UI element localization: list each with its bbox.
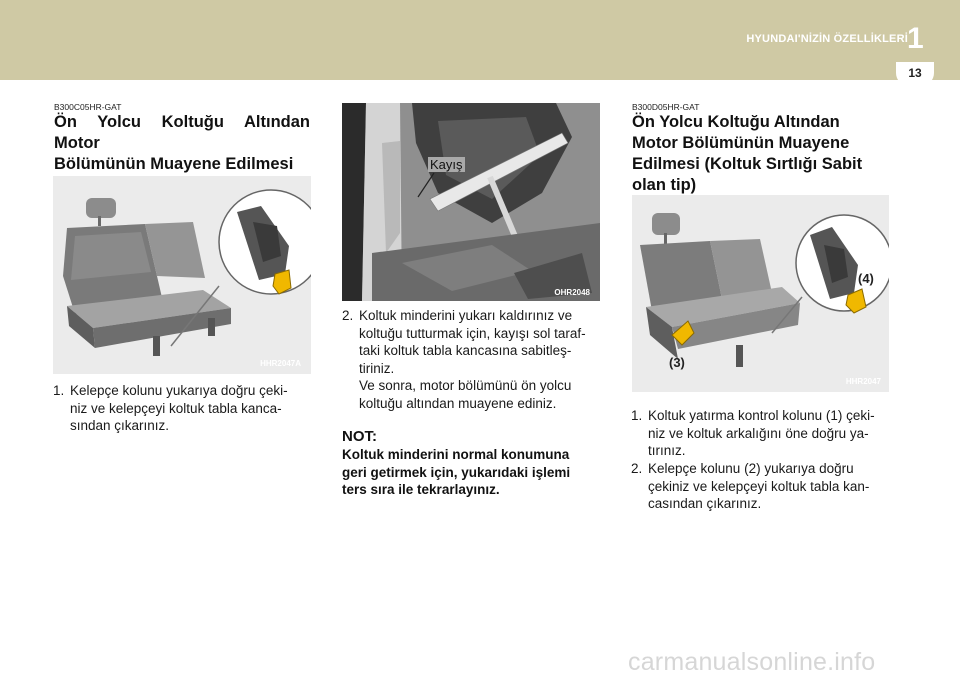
step-2: 2. Koltuk minderini yukarı kaldırınız ve koltuğu tutturmak için, kayışı sol taraf- taki koltuk tabla kancasına sabitleş- tiriniz. Ve sonra, motor bölümünü ön yolcu koltuğu altından muayene ediniz. (342, 308, 586, 411)
figure-code: HHR2047 (845, 377, 881, 386)
step-1: 1. Kelepçe kolunu yukarıya doğru çeki- niz ve kelepçeyi koltuk tabla kanca- sından çıkarınız. (53, 383, 288, 433)
strap-label: Kayış (430, 157, 463, 172)
chapter-number: 1 (907, 22, 924, 55)
callout-3: (3) (669, 355, 685, 370)
figure-strap (342, 103, 600, 301)
step-number: 1. (631, 408, 643, 423)
right-section-code: B300D05HR-GAT (632, 102, 700, 112)
note-heading: NOT: (342, 428, 377, 445)
right-section-title: Ön Yolcu Koltuğu Altından Motor Bölümünün Muayene Edilmesi (Koltuk Sırtlığı Sabit olan tip) (632, 113, 863, 194)
strap-illustration (342, 103, 600, 301)
section-title: HYUNDAI'NİZİN ÖZELLİKLERİ (746, 33, 908, 45)
step-2-fixed: 2. Kelepçe kolunu (2) yukarıya doğru çekiniz ve kelepçeyi koltuk tabla kan- casından çıkarınız. (631, 461, 870, 511)
figure-code: OHR2048 (554, 288, 590, 297)
figure-fixed-seat (632, 195, 889, 392)
callout-4: (4) (858, 271, 874, 286)
step-number: 2. (342, 308, 354, 323)
figure-code: HHR2047A (260, 359, 301, 368)
step-number: 2. (631, 461, 643, 476)
page-number: 13 (908, 66, 922, 80)
figure-folding-seat (53, 176, 311, 374)
left-section-code: B300C05HR-GAT (54, 102, 122, 112)
note-body: Koltuk minderini normal konumuna geri getirmek için, yukarıdaki işlemi ters sıra ile tekrarlayınız. (342, 447, 571, 497)
left-section-title: Ön Yolcu Koltuğu Altından Motor Bölümünün Muayene Edilmesi (54, 113, 310, 173)
step-1-fixed: 1. Koltuk yatırma kontrol kolunu (1) çeki- niz ve koltuk arkalığını öne doğru ya- tırınız. (631, 408, 875, 458)
seat-illustration (53, 176, 311, 374)
step-number: 1. (53, 383, 65, 398)
watermark: carmanualsonline.info (628, 648, 876, 676)
